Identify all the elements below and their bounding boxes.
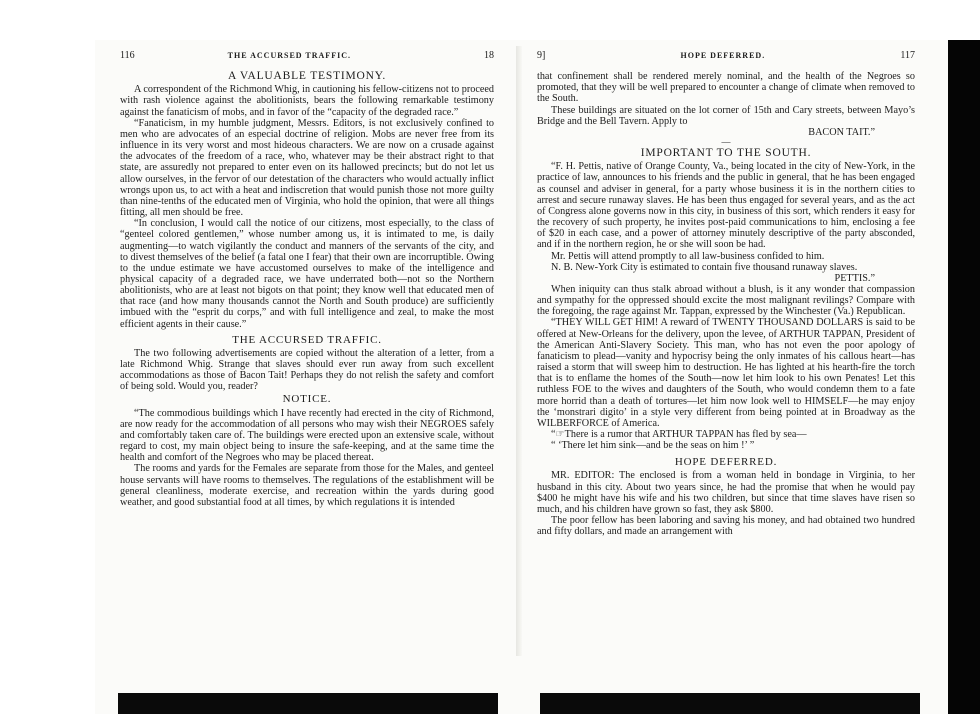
left-running-title: THE ACCURSED TRAFFIC. (227, 51, 351, 60)
right-paragraph-1: that confinement shall be rendered merely nominal, and the health of the Negroes so promoted, that they will be well prepared to encounter a change of climate when removed to the South. (537, 71, 915, 105)
editor-letter-paragraph: MR. EDITOR: The enclosed is from a woman held in bondage in Virginia, to her husband in this city. About two years since, he had the promise that when he would pay $400 he might have his wife and his two children, but since that time slaves have risen so much, and his children have grown so fast, they ask $800. (537, 470, 915, 515)
tappan-quote-paragraph: “ ‘There let him sink—and be the seas on him !’ ” (551, 440, 755, 452)
book-gutter (516, 46, 522, 656)
right-running-title: HOPE DEFERRED. (680, 51, 766, 60)
pettis-advert-paragraph: “F. H. Pettis, native of Orange County, Va., being located in the city of New-York, in the practice of law, announces to his friends and the public in general, that he has been engaged as counsel and adviser in general, for a party whose business it is in the northern cities to arrest and secure runaway slaves. He has been thus engaged for several years, and as the act of Congress alone governs now in this city, in business of this sort, which renders it easy for the recovery of such property, he invites post-paid communications to him, enclosing a fee of $20 in each case, and a power of attorney minutely descriptive of the party absconded, and if in the northern region, he or she will soon be had. (537, 161, 915, 251)
important-south-heading: IMPORTANT TO THE SOUTH. (640, 147, 812, 160)
pettis-law-paragraph: Mr. Pettis will attend promptly to all law-business confided to him. (551, 250, 825, 262)
right-paragraph-2: These buildings are situated on the lot corner of 15th and Cary streets, between Mayo’s Bridge and the Bell Tavern. Apply to (537, 104, 915, 127)
notice-paragraph-1: “The commodious buildings which I have recently had erected in the city of Richmond, are now ready for the accommodation of all persons who may wish their NEGROES safely and comfortably taken care of. The buildings were erected upon an extensive scale, without regard to cost, my main object being to insure the safe-keeping, and at the same time the health and comfort of the Negroes who may be placed thereat. (120, 407, 494, 464)
tappan-reward-paragraph: “THEY WILL GET HIM! A reward of TWENTY THOUSAND DOLLARS is said to be offered at New-Orleans for the delivery, upon the levee, of ARTHUR TAPPAN, President of the American Anti-Slavery Society. This man, who has not even the poor apology of fanaticism to plead—vanity and hypocrisy being the only inmates of his callous heart—has raised a storm that will sweep him to destruction. He has lighted at his hearth-fire the torch that is to enflame the homes of the South—now let him look to his own Penates! Let this ruthless FOE to the wives and daughters of the South, who would condemn them to a fate more horrid than a death of tortures—let him now look well to HIMSELF—he may enjoy the ‘monstrari digito’ in a style very different from being pointed at in Broadway as the WILBERFORCE of America. (537, 317, 915, 429)
left-running-head (120, 50, 494, 61)
right-page (537, 50, 915, 537)
tappan-rumor-paragraph: “☞There is a rumor that ARTHUR TAPPAN has fled by sea— (551, 429, 807, 440)
bacon-tait-signature: BACON TAIT.” (808, 126, 875, 138)
poor-fellow-paragraph: The poor fellow has been laboring and saving his money, and had obtained two hundred and fifty dollars, and made an arrangement with (537, 515, 915, 538)
section-dash: — (721, 137, 731, 148)
left-margin-mark: 18 (483, 50, 494, 61)
testimony-paragraph-3: “In conclusion, I would call the notice of our citizens, most especially, to the class of “genteel colored gentlemen,” whose number among us, it is intimated to me, is daily augmenting—to watch vigilantly the conduct and manners of the servants of the city, and to divest themselves of the belief (a fatal one I fear) that their own are incorruptible. Owing to the undue estimate we have accustomed ourselves to make of the intelligence and physical capacity of a degraded race, we have underrated both—not so the Northern abolitionists, who are at least not bigots on that point; they know well that educated men of that race (and how many thousands cannot the North and South produce) are sufficiently imbued with the “esprit du corps,” and with full intelligence and zeal, to make the most efficient agents in their cause.” (120, 218, 494, 330)
traffic-paragraph: The two following advertisements are copied without the alteration of a letter, from a late Richmond Whig. Strange that slaves should ever run away from such excellent accommodations as those of Bacon Tait! Perhaps they do not relish the safety and comfort of being sold. Would you, reader? (120, 347, 494, 393)
right-running-head (537, 50, 915, 61)
iniquity-paragraph: When iniquity can thus stalk abroad without a blush, is it any wonder that compassion and sympathy for the oppressed should excite the most malignant revilings? Compare with the foregoing, the rage against Mr. Tappan, expressed by the Winchester (Va.) Republican. (537, 283, 915, 318)
scan-bottom-bar-left (118, 693, 498, 714)
right-page-number: 117 (900, 50, 915, 61)
notice-heading: NOTICE. (282, 392, 332, 405)
left-page-number: 116 (120, 50, 135, 61)
pettis-signature: PETTIS.” (834, 272, 875, 284)
pettis-nb-paragraph: N. B. New-York City is estimated to contain five thousand runaway slaves. (551, 261, 858, 273)
accursed-traffic-heading: THE ACCURSED TRAFFIC. (232, 333, 382, 346)
scan-edge-strip (948, 40, 980, 714)
testimony-paragraph-1: A correspondent of the Richmond Whig, in cautioning his fellow-citizens not to proceed with rash violence against the abolitionists, bears the following remarkable testimony against the fanaticism of mobs, and in favor of the “capacity of the degraded race.” (120, 84, 494, 118)
notice-paragraph-2: The rooms and yards for the Females are separate from those for the Males, and genteel house servants will have rooms to themselves. The regulations of the establishment will be general cleanliness, moderate exercise, and recreation within the yards during good weather, and good substantial food at all times, by which regulations it is intended (120, 463, 494, 508)
left-page (120, 50, 494, 508)
valuable-testimony-heading: A VALUABLE TESTIMONY. (227, 70, 387, 83)
hope-deferred-heading: HOPE DEFERRED. (674, 456, 778, 469)
testimony-paragraph-2: “Fanaticism, in my humble judgment, Messrs. Editors, is not exclusively confined to men who are advocates of an especial doctrine of religion. Mobs are never free from its influence in its very worst and most hideous characters. We are now on a crusade against the advocates of the freedom of a race, who, whatever may be their abstract right to that state, are assuredly not prepared to enter even on its hallowed precincts; but do not let us allow ourselves, in the fervor of our detestation of the characters who would actually inflict wrongs upon us, to act with a heat and indiscretion that would punish those not more guilty than nine-tenths of the educated men of Virginia, who hold the opinion, that were all things fitting, all men should be free. (120, 117, 494, 219)
right-margin-mark: 9] (537, 50, 546, 61)
scan-bottom-bar-right (540, 693, 920, 714)
